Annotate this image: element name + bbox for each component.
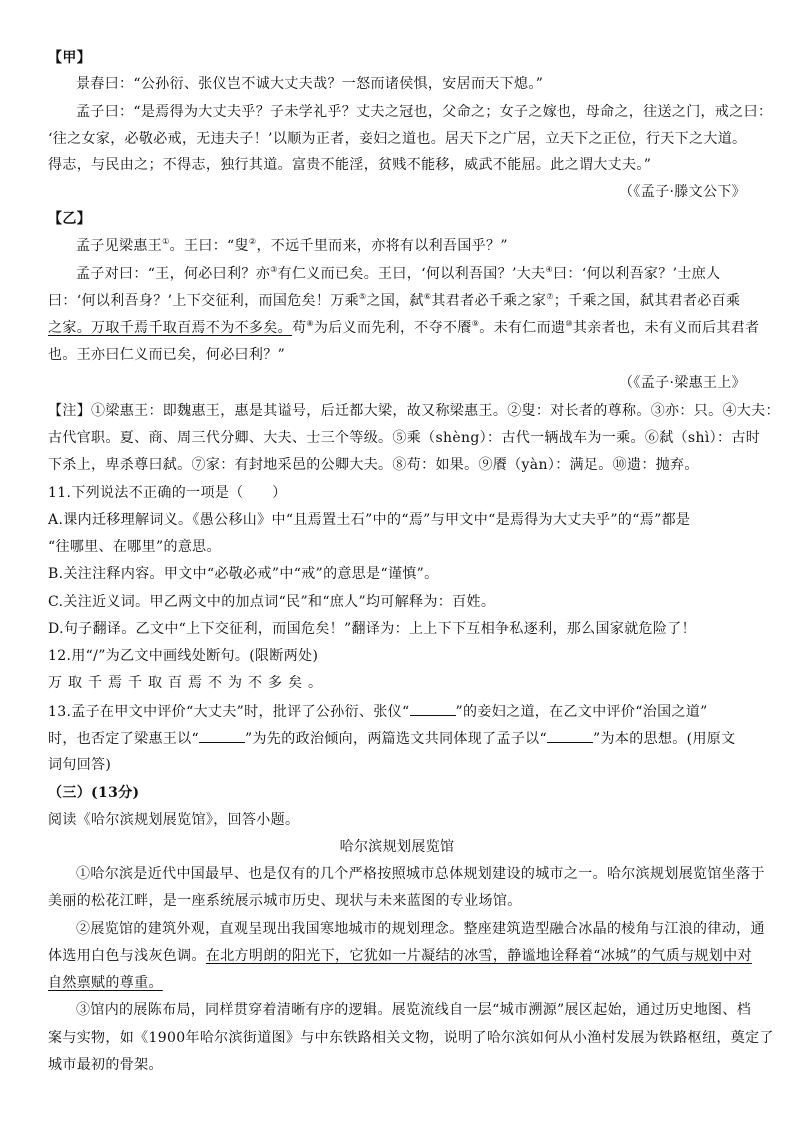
answer-blank[interactable] <box>410 701 456 716</box>
article-p2-line-1: ②展览馆的建筑外观，直观呈现出我国寒地城市的规划理念。整座建筑造型融合冰晶的棱角与江浪的律动，通 <box>76 921 765 937</box>
question-12: 12.用“/”为乙文中画线处断句。(限断两处) <box>48 648 319 664</box>
note-ref: ③ <box>270 265 278 274</box>
jia-source: （《孟子·滕文公下》 <box>619 184 746 200</box>
yi-line-1: 孟子见梁惠王①。王曰：“叟②，不远千里而来，亦将有以利吾国乎？” <box>76 237 508 254</box>
section-3-heading: （三）(13分) <box>48 785 140 801</box>
note-ref: ⑦ <box>546 292 554 301</box>
note-ref: ⑩ <box>565 319 573 328</box>
option-c: C.关注近义词。甲乙两文中的加点词“民”和“庶人”均可解释为：百姓。 <box>48 594 496 610</box>
answer-blank[interactable] <box>199 728 245 743</box>
note-ref: ⑥ <box>423 292 432 301</box>
note-ref: ④ <box>545 265 554 274</box>
section-label-jia: 【甲】 <box>48 50 92 66</box>
article-p3-line-1: ③馆内的展陈布局，同样贯穿着清晰有序的逻辑。展览流线自一层“城市溯源”展区起始，通过历史地图、档 <box>76 1002 752 1018</box>
note-ref: ⑤ <box>358 292 367 301</box>
question-11: 11.下列说法不正确的一项是（ ） <box>48 485 287 501</box>
jia-paragraph-2-line-2: ‘往之女家，必敬必戒，无违夫子！’以顺为正者，妾妇之道也。居天下之广居，立天下之正位，行天下之大道。 <box>48 131 747 147</box>
section-label-yi: 【乙】 <box>48 211 92 227</box>
option-a-line-1: A.课内迁移理解词义。《愚公移山》中“且焉置土石”中的“焉”与甲文中“是焉得为大丈夫乎”的“焉”都是 <box>48 512 691 528</box>
yi-source: （《孟子·梁惠王上》 <box>619 375 746 391</box>
jia-paragraph-2-line-3: 得志，与民由之；不得志，独行其道。富贵不能淫，贫贱不能移，威武不能屈。此之谓大丈夫。” <box>48 157 652 173</box>
article-p2-line-3: 自然禀赋的尊重。 <box>48 975 163 991</box>
yi-line-2: 孟子对曰：“王，何必曰利？亦③有仁义而已矣。王曰，‘何以利吾国？’大夫④曰：‘何以利吾家？’士庶人 <box>76 265 721 282</box>
question-13-line-2: 时，也否定了梁惠王以“ ”为先的政治倾向，两篇选文共同体现了孟子以“ ”为本的思想。(用原文 <box>48 728 758 749</box>
notes-line-3: 下杀上，卑杀尊曰弑。⑦家：有封地采邑的公卿大夫。⑧苟：如果。⑨餍（yàn）：满足。⑩遗：抛弃。 <box>48 457 699 473</box>
jia-paragraph-1: 景春曰：“公孙衍、张仪岂不诚大丈夫哉？一怒而诸侯惧，安居而天下熄。” <box>76 76 544 92</box>
article-p3-line-3: 城市最初的骨架。 <box>48 1057 163 1073</box>
note-ref: ① <box>162 237 170 246</box>
option-b: B.关注注释内容。甲文中“必敬必戒”中“戒”的意思是“谨慎”。 <box>48 566 439 582</box>
underlined-sentence: 之家。万取千焉千取百焉不为不多矣。 <box>48 320 292 336</box>
answer-blank[interactable] <box>547 728 593 743</box>
question-12-text: 万取千焉千取百焉不为不多矣。 <box>48 675 328 691</box>
yi-line-4: 之家。万取千焉千取百焉不为不多矣。苟⑧为后义而先利，不夺不餍⑨。未有仁而遗⑩其亲者也，未有义而后其君者 <box>48 319 760 336</box>
yi-line-3: 曰：‘何以利吾身？’上下交征利，而国危矣！万乘⑤之国，弑⑥其君者必千乘之家⑦；千乘之国，弑其君者必百乘 <box>48 292 741 309</box>
article-p1-line-2: 美丽的松花江畔，是一座系统展示城市历史、现状与未来蓝图的专业场馆。 <box>48 893 522 909</box>
note-ref: ⑨ <box>471 319 480 328</box>
question-13-line-3: 词句回答) <box>48 757 112 773</box>
notes-line-2: 古代官职。夏、商、周三代分卿、大夫、士三个等级。⑤乘（shèng）：古代一辆战车为一乘。⑥弑（shì）：古时 <box>48 430 761 446</box>
yi-line-5: 也。王亦曰仁义而已矣，何必曰利？” <box>48 347 286 363</box>
article-title: 哈尔滨规划展览馆 <box>339 839 455 855</box>
note-ref: ⑧ <box>306 319 314 328</box>
notes-line-1: 【注】①梁惠王：即魏惠王，惠是其谥号，后迁都大梁，故又称梁惠王。②叟：对长者的尊称。③亦：只。④大夫： <box>48 403 780 419</box>
note-ref: ② <box>248 237 257 246</box>
article-p1-line-1: ①哈尔滨是近代中国最早、也是仅有的几个严格按照城市总体规划建设的城市之一。哈尔滨规划展览馆坐落于 <box>76 866 765 882</box>
jia-paragraph-2-line-1: 孟子曰：“是焉得为大丈夫乎？子未学礼乎？丈夫之冠也，父命之；女子之嫁也，母命之，往送之门，戒之曰： <box>76 104 773 120</box>
article-p3-line-2: 案与实物，如《1900年哈尔滨街道图》与中东铁路相关文物，说明了哈尔滨如何从小渔村发展为铁路枢纽，奠定了 <box>48 1030 774 1046</box>
article-p2-line-2: 体选用白色与浅灰色调。在北方明朗的阳光下，它犹如一片凝结的冰雪，静谧地诠释着“冰城”的气质与规划中对 <box>48 948 752 964</box>
option-a-line-2: “往哪里、在哪里”的意思。 <box>48 539 221 555</box>
section-3-intro: 阅读《哈尔滨规划展览馆》，回答小题。 <box>48 812 300 828</box>
option-d: D.句子翻译。乙文中“上下交征利，而国危矣！”翻译为：上上下下互相争私逐利，那么国家就危险了！ <box>48 621 696 637</box>
underlined-sentence: 在北方明朗的阳光下，它犹如一片凝结的冰雪，静谧地诠释着“冰城”的气质与规划中对 <box>205 948 752 964</box>
question-13-line-1: 13.孟子在甲文中评价“大丈夫”时，批评了公孙衍、张仪“ ”的妾妇之道，在乙文中评价“治国之道” <box>48 701 758 722</box>
